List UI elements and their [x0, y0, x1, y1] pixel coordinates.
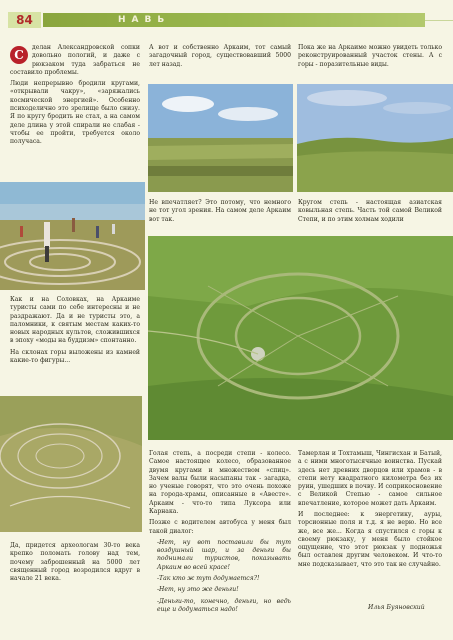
paragraph-dialogue-intro: Позже с водителем автобуса у меня был такой диалог:	[149, 519, 291, 535]
drop-cap: С	[10, 46, 28, 64]
dialogue-line-2: -Так кто ж тут додумается?!	[157, 574, 260, 582]
page-number: 84	[8, 12, 41, 28]
paragraph-tamerlan: Тамерлан и Тохтамыш, Чингисхан и Батый, а с ними многотысячные воинства. Пускай здесь нет древних дворцов или храмов - в степи нету квадратного километра без их руин, ушедших в почву. И соприкосновение с Великой Степью - самое сильное впечатление, которое может дать Аркаим.	[298, 450, 442, 507]
tamerlan-text-block	[298, 450, 442, 572]
intro-text-block	[10, 44, 140, 149]
photo-arkaim-aerial	[148, 236, 453, 440]
reconstruction-text-block	[298, 44, 442, 72]
header-band	[43, 13, 425, 27]
photo-arkaim-field	[148, 84, 293, 192]
angle-text-block	[149, 199, 291, 227]
page-header	[0, 12, 453, 28]
dialogue-line-4: -Деньги-то, конечно, деньги, но ведь еще и додуматься надо!	[157, 597, 291, 613]
paragraph-archeologists: Да, придется археологам 30-то века крепко поломать голову над тем, почему заброшенный на 5000 лет священный город возродился вдруг в начале 21 века.	[10, 542, 140, 583]
archeologists-text-block	[10, 542, 140, 586]
steppe-text-block	[298, 199, 442, 227]
wheel-text-block	[149, 450, 291, 617]
dialogue-line-1: -Нет, ну вот поставили бы тут воздушный шар, и за деньги бы поднимали туристов, показывать Аркаим во всей красе!	[157, 538, 291, 571]
photo-steppe-hills	[297, 84, 453, 192]
paragraph-stone-figures: На склонах горы выложены из камней какие-то фигуры...	[10, 348, 140, 364]
photo-spiral-crowd	[0, 182, 145, 290]
paragraph-wheel: Голая степь, а посреди степи - колесо. Самое настоящее колесо, образованное двумя кругами и множеством «спиц». Зачем валы были насыпаны так - загадка, но ученые говорят, что это очень похоже на города-храмы, описанные в «Авесте». Аркаим - что-то типа Луксора или Карнака.	[149, 450, 291, 515]
author-signature: Илья Буяновский	[368, 604, 425, 611]
paragraph-energy: И последнее: к энергетику, ауры, торсионные поля и т.д. я не верю. Но все же, все же... Когда я спустился с горы к своему рюкзаку, у меня было стойкое ощущение, что этот рюкзак у подножья был оставлен другим человеком. И что-то мне подсказывает, что это так не случайно.	[298, 510, 442, 568]
paragraph-arkaim-intro: А вот и собственно Аркаим, тот самый загадочный город, существовавший 5000 лет назад.	[149, 44, 291, 68]
paragraph-reconstruction: Пока же на Аркаиме можно увидеть только реконструированный участок стены. А с горы - поразительные виды.	[298, 44, 442, 68]
solovki-text-block	[10, 296, 140, 368]
paragraph-steppe: Кругом степь - настоящая азиатская ковыльная степь. Часть той самой Великой Степи, и по этим холмам ходили	[298, 199, 442, 223]
paragraph-walking-circles: Люди непрерывно бродили кругами, «открывали чакру», «заряжались космической энергией». Особенно психоделично это зрелище было снизу. Я по кругу бродить не стал, а на самом деле длина у этой спирали не слабая - чтобы ее пройти, требуется около получаса.	[10, 80, 140, 146]
section-title: НАВЬ	[118, 15, 171, 25]
paragraph-pilgrims: Как и на Соловках, на Аркаиме туристы сами по себе интересны и не раздражают. Да и не туристы это, а паломники, к святым местам каких-то новых народных культов, сложившихся в эпоху «моды на буддизм» спонтанно.	[10, 296, 140, 345]
intro-paragraph: делан Александровской сопки довольно пологий, и даже с рюкзаком туда забраться не составило проблемы.	[10, 44, 140, 76]
paragraph-angle: Не впечатляет? Это потому, что немного не тот угол зрения. На самом деле Аркаим вот так.	[149, 199, 291, 223]
dialogue-line-3: -Нет, ну это же деньги!	[157, 586, 239, 594]
arkaim-intro-block	[149, 44, 291, 72]
photo-stone-figures	[0, 396, 142, 532]
